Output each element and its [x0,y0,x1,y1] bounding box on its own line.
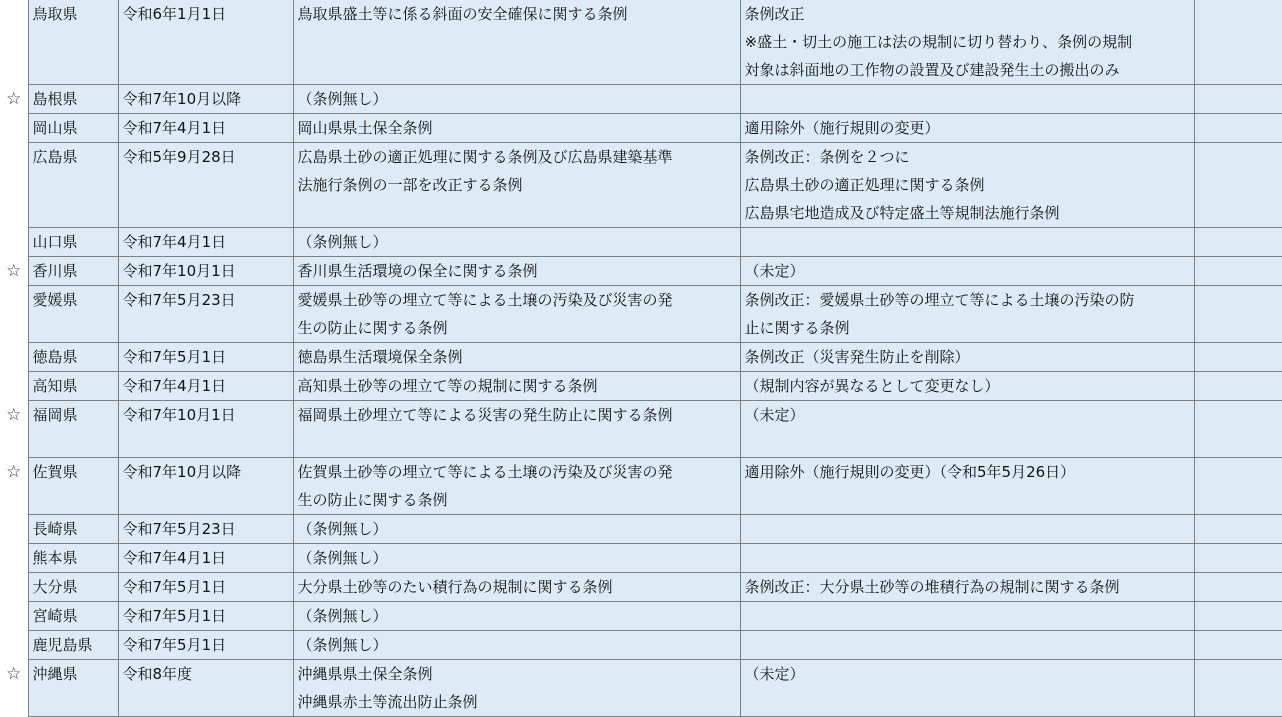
date-cell[interactable]: 令和7年10月以降 [118,85,293,114]
empty-cell[interactable] [1194,631,1282,660]
prefecture-cell[interactable]: 高知県 [28,372,118,401]
ordinance-line: 生の防止に関する条例 [297,319,448,337]
note-line: 適用除外（施行規則の変更） [744,119,940,137]
note-cell[interactable] [740,0,1194,85]
table-row [0,660,1282,717]
date-cell[interactable]: 令和7年4月1日 [118,372,293,401]
note-cell[interactable] [740,515,1194,544]
date-cell[interactable]: 令和7年4月1日 [118,114,293,143]
star-mark-icon [0,343,28,372]
note-cell[interactable] [740,143,1194,228]
empty-cell[interactable] [1194,544,1282,573]
ordinance-line: （条例無し） [297,607,388,625]
date-cell[interactable]: 令和7年5月23日 [118,515,293,544]
ordinance-line: 福岡県土砂埋立て等による災害の発生防止に関する条例 [297,406,673,424]
ordinance-cell[interactable] [293,257,740,286]
table-row [0,343,1282,372]
ordinance-cell[interactable] [293,573,740,602]
prefecture-cell[interactable]: 熊本県 [28,544,118,573]
ordinance-line: 鳥取県盛土等に係る斜面の安全確保に関する条例 [297,5,628,23]
ordinance-cell[interactable] [293,0,740,85]
ordinance-line: 愛媛県土砂等の埋立て等による土壌の汚染及び災害の発 [297,291,673,309]
note-cell[interactable] [740,573,1194,602]
date-cell[interactable]: 令和8年度 [118,660,293,717]
empty-cell[interactable] [1194,143,1282,228]
note-cell[interactable] [740,458,1194,515]
star-mark-icon [0,0,28,85]
date-cell[interactable]: 令和6年1月1日 [118,0,293,85]
ordinance-line: 大分県土砂等のたい積行為の規制に関する条例 [297,578,613,596]
note-cell[interactable] [740,114,1194,143]
note-cell[interactable] [740,257,1194,286]
empty-cell[interactable] [1194,228,1282,257]
date-cell[interactable]: 令和7年10月1日 [118,401,293,458]
star-mark-icon: ☆ [0,660,28,717]
star-mark-icon [0,573,28,602]
table-row [0,257,1282,286]
table-row [0,573,1282,602]
note-line: （未定） [744,262,805,280]
note-line: 対象は斜面地の工作物の設置及び建設発生土の搬出のみ [744,61,1120,79]
note-line: （規制内容が異なるとして変更なし） [744,377,1000,395]
ordinance-cell[interactable] [293,660,740,717]
note-line: 条例改正 [744,5,805,23]
date-cell[interactable]: 令和7年5月1日 [118,631,293,660]
note-line: ※盛土・切土の施工は法の規制に切り替わり、条例の規制 [744,33,1133,51]
star-mark-icon [0,602,28,631]
prefecture-cell[interactable]: 福岡県 [28,401,118,458]
prefecture-cell[interactable]: 徳島県 [28,343,118,372]
ordinance-line: 佐賀県土砂等の埋立て等による土壌の汚染及び災害の発 [297,463,673,481]
star-mark-icon: ☆ [0,85,28,114]
note-cell[interactable] [740,286,1194,343]
table-row [0,286,1282,343]
table-row [0,602,1282,631]
ordinance-cell[interactable] [293,372,740,401]
star-mark-icon [0,286,28,343]
note-line [745,602,1194,630]
note-line: 条例改正（災害発生防止を削除） [744,348,970,366]
note-line [745,85,1194,113]
table-row [0,85,1282,114]
table-row [0,515,1282,544]
note-cell[interactable] [740,401,1194,458]
ordinance-line: 法施行条例の一部を改正する条例 [297,176,523,194]
prefecture-cell[interactable]: 岡山県 [28,114,118,143]
table-row [0,631,1282,660]
note-cell[interactable] [740,228,1194,257]
ordinance-cell[interactable] [293,114,740,143]
date-cell[interactable]: 令和7年10月1日 [118,257,293,286]
date-cell[interactable]: 令和7年5月1日 [118,343,293,372]
empty-cell[interactable] [1194,573,1282,602]
prefecture-cell[interactable]: 愛媛県 [28,286,118,343]
empty-cell[interactable] [1194,515,1282,544]
empty-cell[interactable] [1194,401,1282,458]
table-row [0,401,1282,458]
ordinance-cell[interactable] [293,631,740,660]
ordinance-cell[interactable] [293,602,740,631]
date-cell[interactable]: 令和7年4月1日 [118,544,293,573]
empty-cell[interactable] [1194,660,1282,717]
ordinance-line: （条例無し） [297,520,388,538]
empty-cell[interactable] [1194,0,1282,85]
ordinance-cell[interactable] [293,343,740,372]
note-line [745,544,1194,572]
note-cell[interactable] [740,631,1194,660]
date-cell[interactable]: 令和7年5月1日 [118,573,293,602]
empty-cell[interactable] [1194,602,1282,631]
note-line: 適用除外（施行規則の変更）（令和5年5月26日） [744,463,1076,481]
ordinance-cell[interactable] [293,228,740,257]
note-line: （未定） [744,665,805,683]
ordinance-line: （条例無し） [297,636,388,654]
date-cell[interactable]: 令和7年4月1日 [118,228,293,257]
prefecture-cell[interactable]: 広島県 [28,143,118,228]
table-row [0,458,1282,515]
prefecture-cell[interactable]: 鹿児島県 [28,631,118,660]
note-cell[interactable] [740,372,1194,401]
note-cell[interactable] [740,660,1194,717]
star-mark-icon [0,515,28,544]
note-line: （未定） [744,406,805,424]
ordinance-cell[interactable] [293,85,740,114]
table-row [0,372,1282,401]
note-cell[interactable] [740,343,1194,372]
empty-cell[interactable] [1194,286,1282,343]
ordinance-line: 広島県土砂の適正処理に関する条例及び広島県建築基準 [297,148,673,166]
table-row [0,114,1282,143]
prefecture-cell[interactable]: 山口県 [28,228,118,257]
star-mark-icon [0,544,28,573]
table-row [0,228,1282,257]
empty-cell[interactable] [1194,257,1282,286]
prefecture-cell[interactable]: 宮崎県 [28,602,118,631]
ordinance-line: 生の防止に関する条例 [297,491,448,509]
note-line: 条例改正：条例を２つに [744,148,910,166]
note-line: 止に関する条例 [744,319,850,337]
table-row [0,544,1282,573]
prefecture-cell[interactable]: 島根県 [28,85,118,114]
star-mark-icon: ☆ [0,257,28,286]
star-mark-icon [0,631,28,660]
ordinance-cell[interactable] [293,544,740,573]
empty-cell[interactable] [1194,372,1282,401]
ordinance-cell[interactable] [293,143,740,228]
ordinance-line: 沖縄県県土保全条例 [297,665,433,683]
empty-cell[interactable] [1194,85,1282,114]
prefecture-cell[interactable]: 香川県 [28,257,118,286]
prefecture-cell[interactable]: 大分県 [28,573,118,602]
note-line [745,631,1194,659]
date-cell[interactable]: 令和7年10月以降 [118,458,293,515]
ordinance-cell[interactable] [293,401,740,458]
ordinance-line: 高知県土砂等の埋立て等の規制に関する条例 [297,377,598,395]
note-cell[interactable] [740,602,1194,631]
star-mark-icon [0,114,28,143]
star-mark-icon [0,143,28,228]
star-mark-icon [0,372,28,401]
note-line: 条例改正：大分県土砂等の堆積行為の規制に関する条例 [744,578,1120,596]
ordinance-cell[interactable] [293,515,740,544]
ordinance-line: 沖縄県赤土等流出防止条例 [297,693,478,711]
ordinance-line: （条例無し） [297,233,388,251]
note-cell[interactable] [740,85,1194,114]
note-line: 条例改正：愛媛県土砂等の埋立て等による土壌の汚染の防 [744,291,1135,309]
empty-cell[interactable] [1194,343,1282,372]
prefecture-cell[interactable]: 沖縄県 [28,660,118,717]
empty-cell[interactable] [1194,458,1282,515]
prefecture-cell[interactable]: 鳥取県 [28,0,118,85]
note-line [745,228,1194,256]
note-line: 広島県宅地造成及び特定盛土等規制法施行条例 [744,204,1060,222]
date-cell[interactable]: 令和7年5月23日 [118,286,293,343]
table-row [0,143,1282,228]
ordinance-line: （条例無し） [297,90,388,108]
ordinance-cell[interactable] [293,458,740,515]
table-row [0,0,1282,85]
ordinance-line: 徳島県生活環境保全条例 [297,348,463,366]
date-cell[interactable]: 令和7年5月1日 [118,602,293,631]
note-line [745,515,1194,543]
ordinance-line: 岡山県県土保全条例 [297,119,433,137]
date-cell[interactable]: 令和5年9月28日 [118,143,293,228]
note-cell[interactable] [740,544,1194,573]
prefecture-cell[interactable]: 長崎県 [28,515,118,544]
star-mark-icon: ☆ [0,401,28,458]
prefecture-cell[interactable]: 佐賀県 [28,458,118,515]
star-mark-icon: ☆ [0,458,28,515]
ordinance-line: （条例無し） [297,549,388,567]
star-mark-icon [0,228,28,257]
empty-cell[interactable] [1194,114,1282,143]
note-line: 広島県土砂の適正処理に関する条例 [744,176,985,194]
ordinance-line [298,429,740,457]
ordinance-line: 香川県生活環境の保全に関する条例 [297,262,538,280]
ordinance-cell[interactable] [293,286,740,343]
